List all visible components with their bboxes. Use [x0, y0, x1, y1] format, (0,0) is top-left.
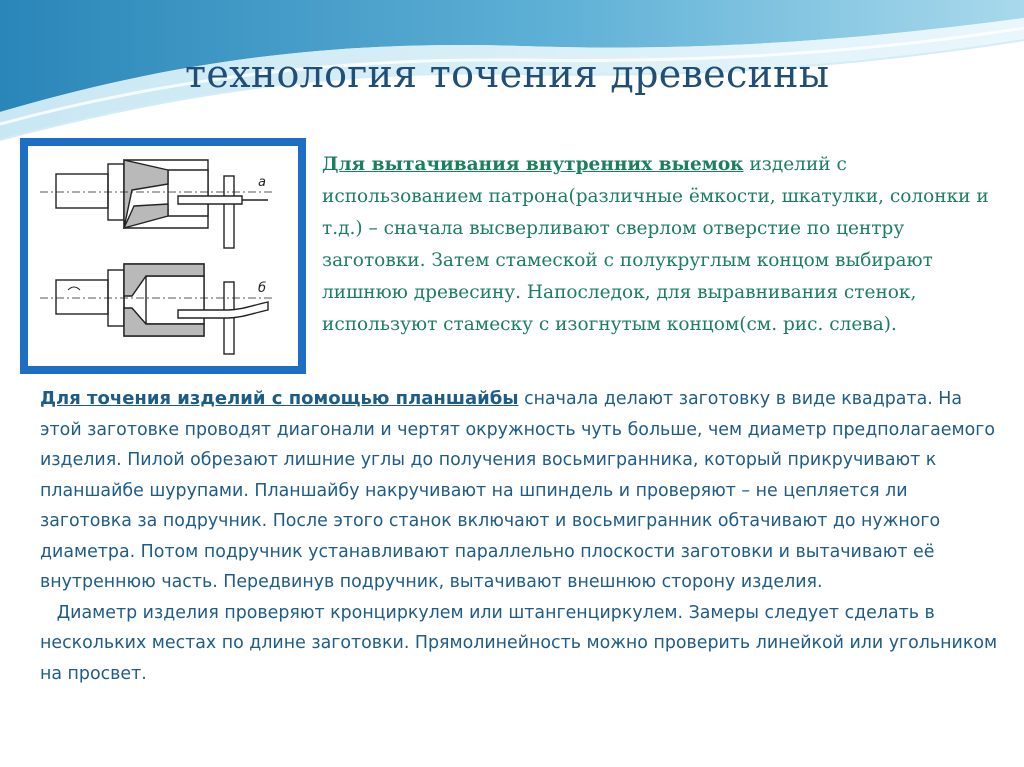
- paragraph1-text: изделий с использованием патрона(различные ёмкости, шкатулки, солонки и т.д.) – сначала высверливают сверлом отверстие по центру заготовки. Затем стамеской с полукруглым концом выбирают лишнюю древесину. Напоследок, для выравнивания стенок, используют стамеску с изогнутым концом(см. рис. слева).: [322, 154, 989, 335]
- hollow-a: [168, 170, 208, 216]
- spindle-b: [56, 280, 108, 314]
- paragraph2-lead: Для точения изделий с помощью планшайбы: [40, 388, 519, 409]
- chisel-a: [178, 196, 242, 204]
- tool-rest-a: [224, 176, 234, 248]
- label-b: б: [258, 281, 267, 296]
- lathe-diagram: [28, 146, 298, 366]
- lathe-figure: [20, 138, 306, 374]
- paragraph-faceplate: [40, 384, 1003, 689]
- label-a: а: [258, 175, 266, 190]
- spindle-a: [56, 174, 108, 208]
- paragraph2-text-2: Диаметр изделия проверяют кронциркулем или штангенциркулем. Замеры следует сделать в нескольких местах по длине заготовки. Прямолинейность можно проверить линейкой или угольником на просвет.: [40, 602, 1003, 684]
- slide-title: технология точения древесины: [185, 52, 830, 96]
- paragraph1-lead: Для вытачивания внутренних выемок: [322, 154, 744, 175]
- paragraph-internal-hollows: [322, 149, 1012, 341]
- paragraph2-text: сначала делают заготовку в виде квадрата. На этой заготовке проводят диагонали и чертят окружность чуть больше, чем диаметр предполагаемого изделия. Пилой обрезают лишние углы до получения восьмигранника, который прикручивают к планшайбе шурупами. Планшайбу накручивают на шпиндель и проверяют – не цепляется ли заготовка за подручник. После этого станок включают и восьмигранник обтачивают до нужного диаметра. Потом подручник устанавливают параллельно плоскости заготовки и вытачивают её внутреннюю часть. Передвинув подручник, вытачивают внешнюю сторону изделия.: [40, 389, 996, 592]
